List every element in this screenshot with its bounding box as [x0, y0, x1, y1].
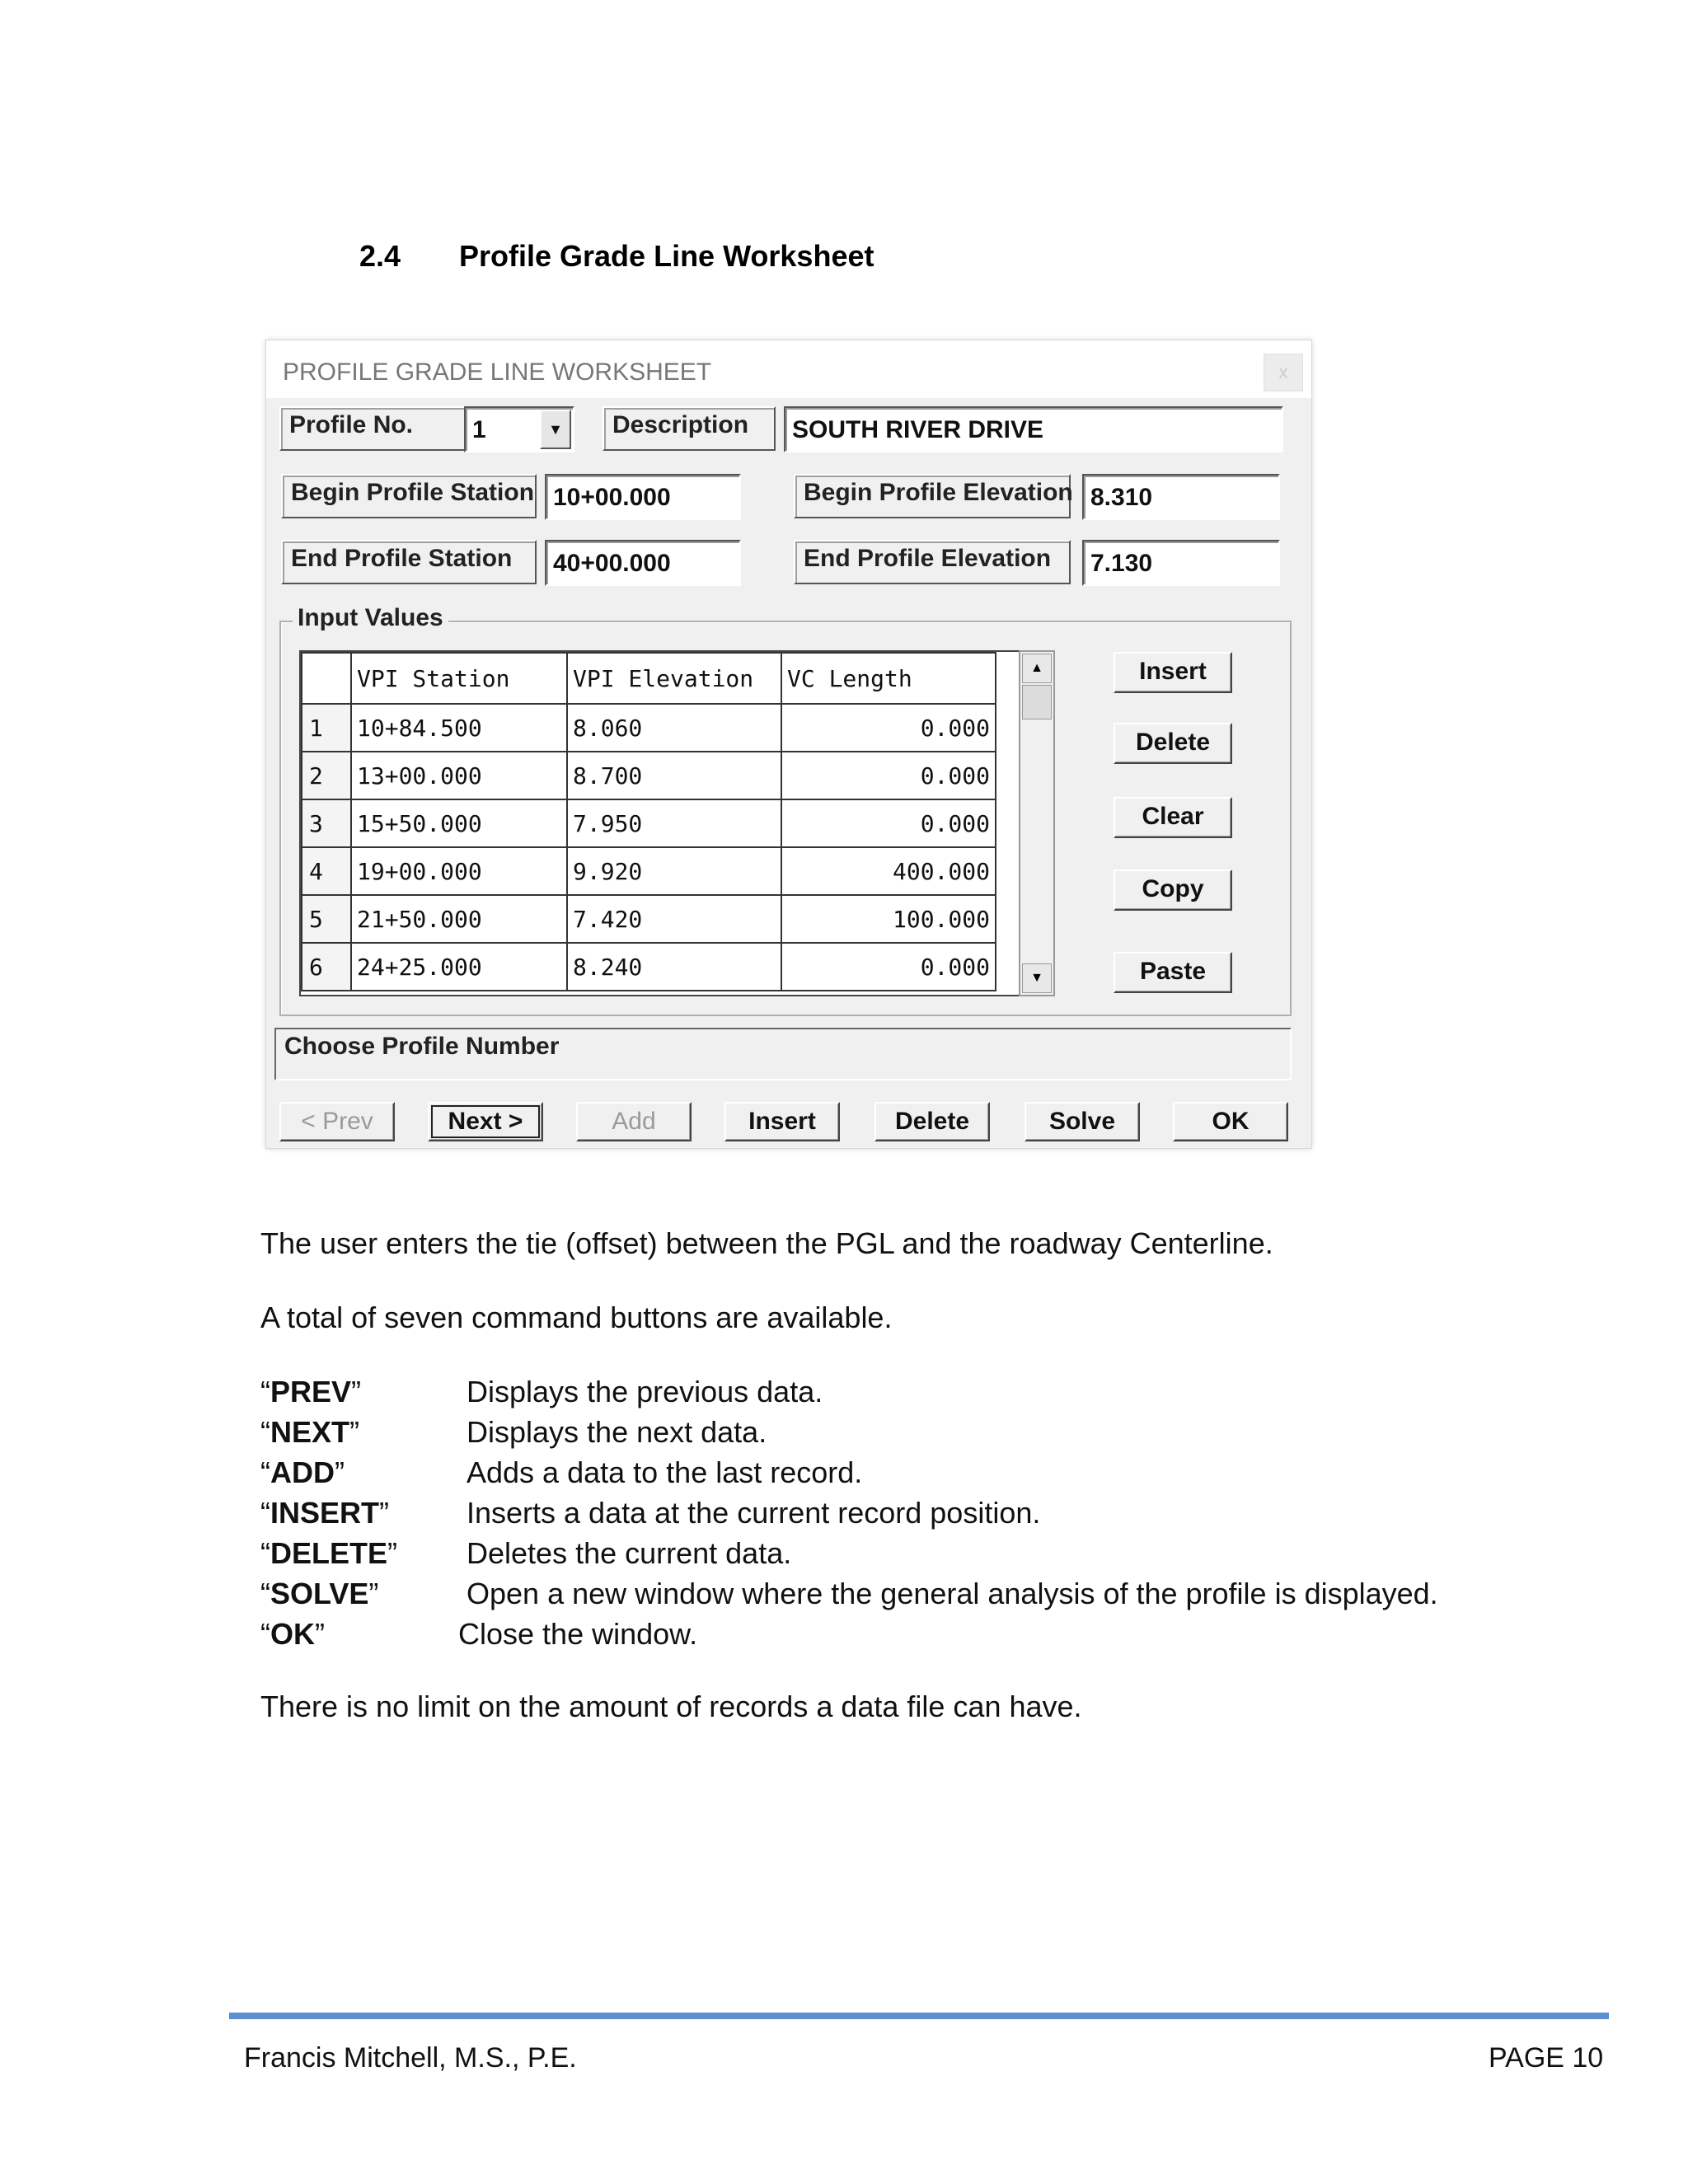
command-description: Deletes the current data.	[467, 1536, 792, 1570]
insert-button[interactable]: Insert	[724, 1102, 840, 1141]
command-description: Displays the previous data.	[467, 1375, 823, 1408]
dialog-title: PROFILE GRADE LINE WORKSHEET	[283, 359, 712, 386]
column-header-vc-length[interactable]: VC Length	[781, 653, 996, 704]
command-term: “PREV”	[260, 1375, 362, 1408]
paragraph-command-count: A total of seven command buttons are available.	[260, 1301, 893, 1334]
grid-corner	[302, 653, 351, 704]
table-row[interactable]	[302, 847, 996, 895]
delete-button[interactable]: Delete	[874, 1102, 990, 1141]
row-number: 2	[302, 752, 351, 799]
vpi-table	[301, 652, 996, 991]
command-term: “INSERT”	[260, 1496, 390, 1530]
begin-station-label: Begin Profile Station	[281, 474, 537, 518]
next-button[interactable]: Next >	[428, 1102, 543, 1141]
vpi-grid[interactable]	[299, 650, 1038, 996]
input-values-group	[279, 604, 1292, 1016]
grid-delete-button[interactable]: Delete	[1114, 723, 1232, 764]
input-values-label: Input Values	[293, 604, 448, 632]
row-number: 1	[302, 704, 351, 752]
description-field[interactable]: SOUTH RIVER DRIVE	[784, 406, 1283, 452]
vpi-station-cell[interactable]: 19+00.000	[351, 847, 567, 895]
begin-elevation-field[interactable]: 8.310	[1082, 474, 1280, 520]
table-row[interactable]	[302, 799, 996, 847]
table-row[interactable]	[302, 943, 996, 991]
command-description: Adds a data to the last record.	[467, 1455, 863, 1489]
row-number: 6	[302, 943, 351, 991]
close-icon[interactable]: x	[1264, 354, 1303, 391]
dialog-titlebar	[266, 340, 1311, 398]
grid-copy-button[interactable]: Copy	[1114, 869, 1232, 911]
profile-no-select[interactable]	[464, 406, 574, 452]
footer-author: Francis Mitchell, M.S., P.E.	[244, 2042, 577, 2074]
vpi-elevation-cell[interactable]: 7.420	[567, 895, 781, 943]
vpi-elevation-cell[interactable]: 8.700	[567, 752, 781, 799]
command-description: Inserts a data at the current record position.	[467, 1496, 1041, 1530]
grid-insert-button[interactable]: Insert	[1114, 652, 1232, 693]
command-description: Close the window.	[458, 1617, 698, 1651]
command-term: “SOLVE”	[260, 1577, 379, 1610]
grid-clear-button[interactable]: Clear	[1114, 797, 1232, 838]
vpi-elevation-cell[interactable]: 7.950	[567, 799, 781, 847]
begin-elevation-label: Begin Profile Elevation	[794, 474, 1071, 518]
command-term: “OK”	[260, 1617, 325, 1651]
add-button[interactable]: Add	[576, 1102, 692, 1141]
scroll-thumb[interactable]	[1022, 685, 1052, 719]
end-elevation-label: End Profile Elevation	[794, 540, 1071, 584]
begin-station-field[interactable]: 10+00.000	[545, 474, 741, 520]
vpi-station-cell[interactable]: 15+50.000	[351, 799, 567, 847]
table-row[interactable]	[302, 895, 996, 943]
vc-length-cell[interactable]: 0.000	[781, 799, 996, 847]
footer-page-number: PAGE 10	[1489, 2042, 1604, 2074]
row-number: 4	[302, 847, 351, 895]
scroll-down-icon[interactable]: ▼	[1022, 963, 1052, 993]
description-label: Description	[603, 406, 776, 451]
row-number: 3	[302, 799, 351, 847]
vc-length-cell[interactable]: 100.000	[781, 895, 996, 943]
command-description: Open a new window where the general analysis of the profile is displayed.	[467, 1577, 1438, 1610]
prev-button[interactable]: < Prev	[279, 1102, 395, 1141]
section-title: Profile Grade Line Worksheet	[459, 239, 874, 273]
command-term: “ADD”	[260, 1455, 345, 1489]
vpi-station-cell[interactable]: 21+50.000	[351, 895, 567, 943]
grid-paste-button[interactable]: Paste	[1114, 952, 1232, 993]
vpi-elevation-cell[interactable]: 8.060	[567, 704, 781, 752]
command-term: “DELETE”	[260, 1536, 398, 1570]
footer-divider	[229, 2013, 1609, 2019]
vpi-station-cell[interactable]: 24+25.000	[351, 943, 567, 991]
solve-button[interactable]: Solve	[1025, 1102, 1140, 1141]
grid-header-row	[302, 653, 996, 704]
ok-button[interactable]: OK	[1173, 1102, 1288, 1141]
end-elevation-field[interactable]: 7.130	[1082, 540, 1280, 586]
vc-length-cell[interactable]: 0.000	[781, 752, 996, 799]
end-station-field[interactable]: 40+00.000	[545, 540, 741, 586]
column-header-vpi-station[interactable]: VPI Station	[351, 653, 567, 704]
command-term: “NEXT”	[260, 1415, 360, 1449]
chevron-down-icon[interactable]: ▼	[540, 410, 571, 449]
profile-grade-line-dialog	[265, 340, 1312, 1149]
column-header-vpi-elevation[interactable]: VPI Elevation	[567, 653, 781, 704]
end-station-label: End Profile Station	[281, 540, 537, 584]
vpi-elevation-cell[interactable]: 8.240	[567, 943, 781, 991]
profile-no-value: 1	[472, 416, 486, 443]
vpi-station-cell[interactable]: 10+84.500	[351, 704, 567, 752]
command-description: Displays the next data.	[467, 1415, 767, 1449]
vpi-elevation-cell[interactable]: 9.920	[567, 847, 781, 895]
vc-length-cell[interactable]: 400.000	[781, 847, 996, 895]
table-row[interactable]	[302, 752, 996, 799]
table-row[interactable]	[302, 704, 996, 752]
paragraph-tie-offset: The user enters the tie (offset) between the PGL and the roadway Centerline.	[260, 1226, 1273, 1260]
vc-length-cell[interactable]: 0.000	[781, 943, 996, 991]
choose-profile-status: Choose Profile Number	[274, 1028, 1292, 1080]
vc-length-cell[interactable]: 0.000	[781, 704, 996, 752]
profile-no-label: Profile No.	[279, 406, 467, 451]
section-number: 2.4	[359, 239, 401, 273]
paragraph-record-limit: There is no limit on the amount of records a data file can have.	[260, 1690, 1082, 1723]
row-number: 5	[302, 895, 351, 943]
vpi-station-cell[interactable]: 13+00.000	[351, 752, 567, 799]
grid-scrollbar[interactable]	[1019, 650, 1055, 996]
scroll-up-icon[interactable]: ▲	[1022, 654, 1052, 683]
